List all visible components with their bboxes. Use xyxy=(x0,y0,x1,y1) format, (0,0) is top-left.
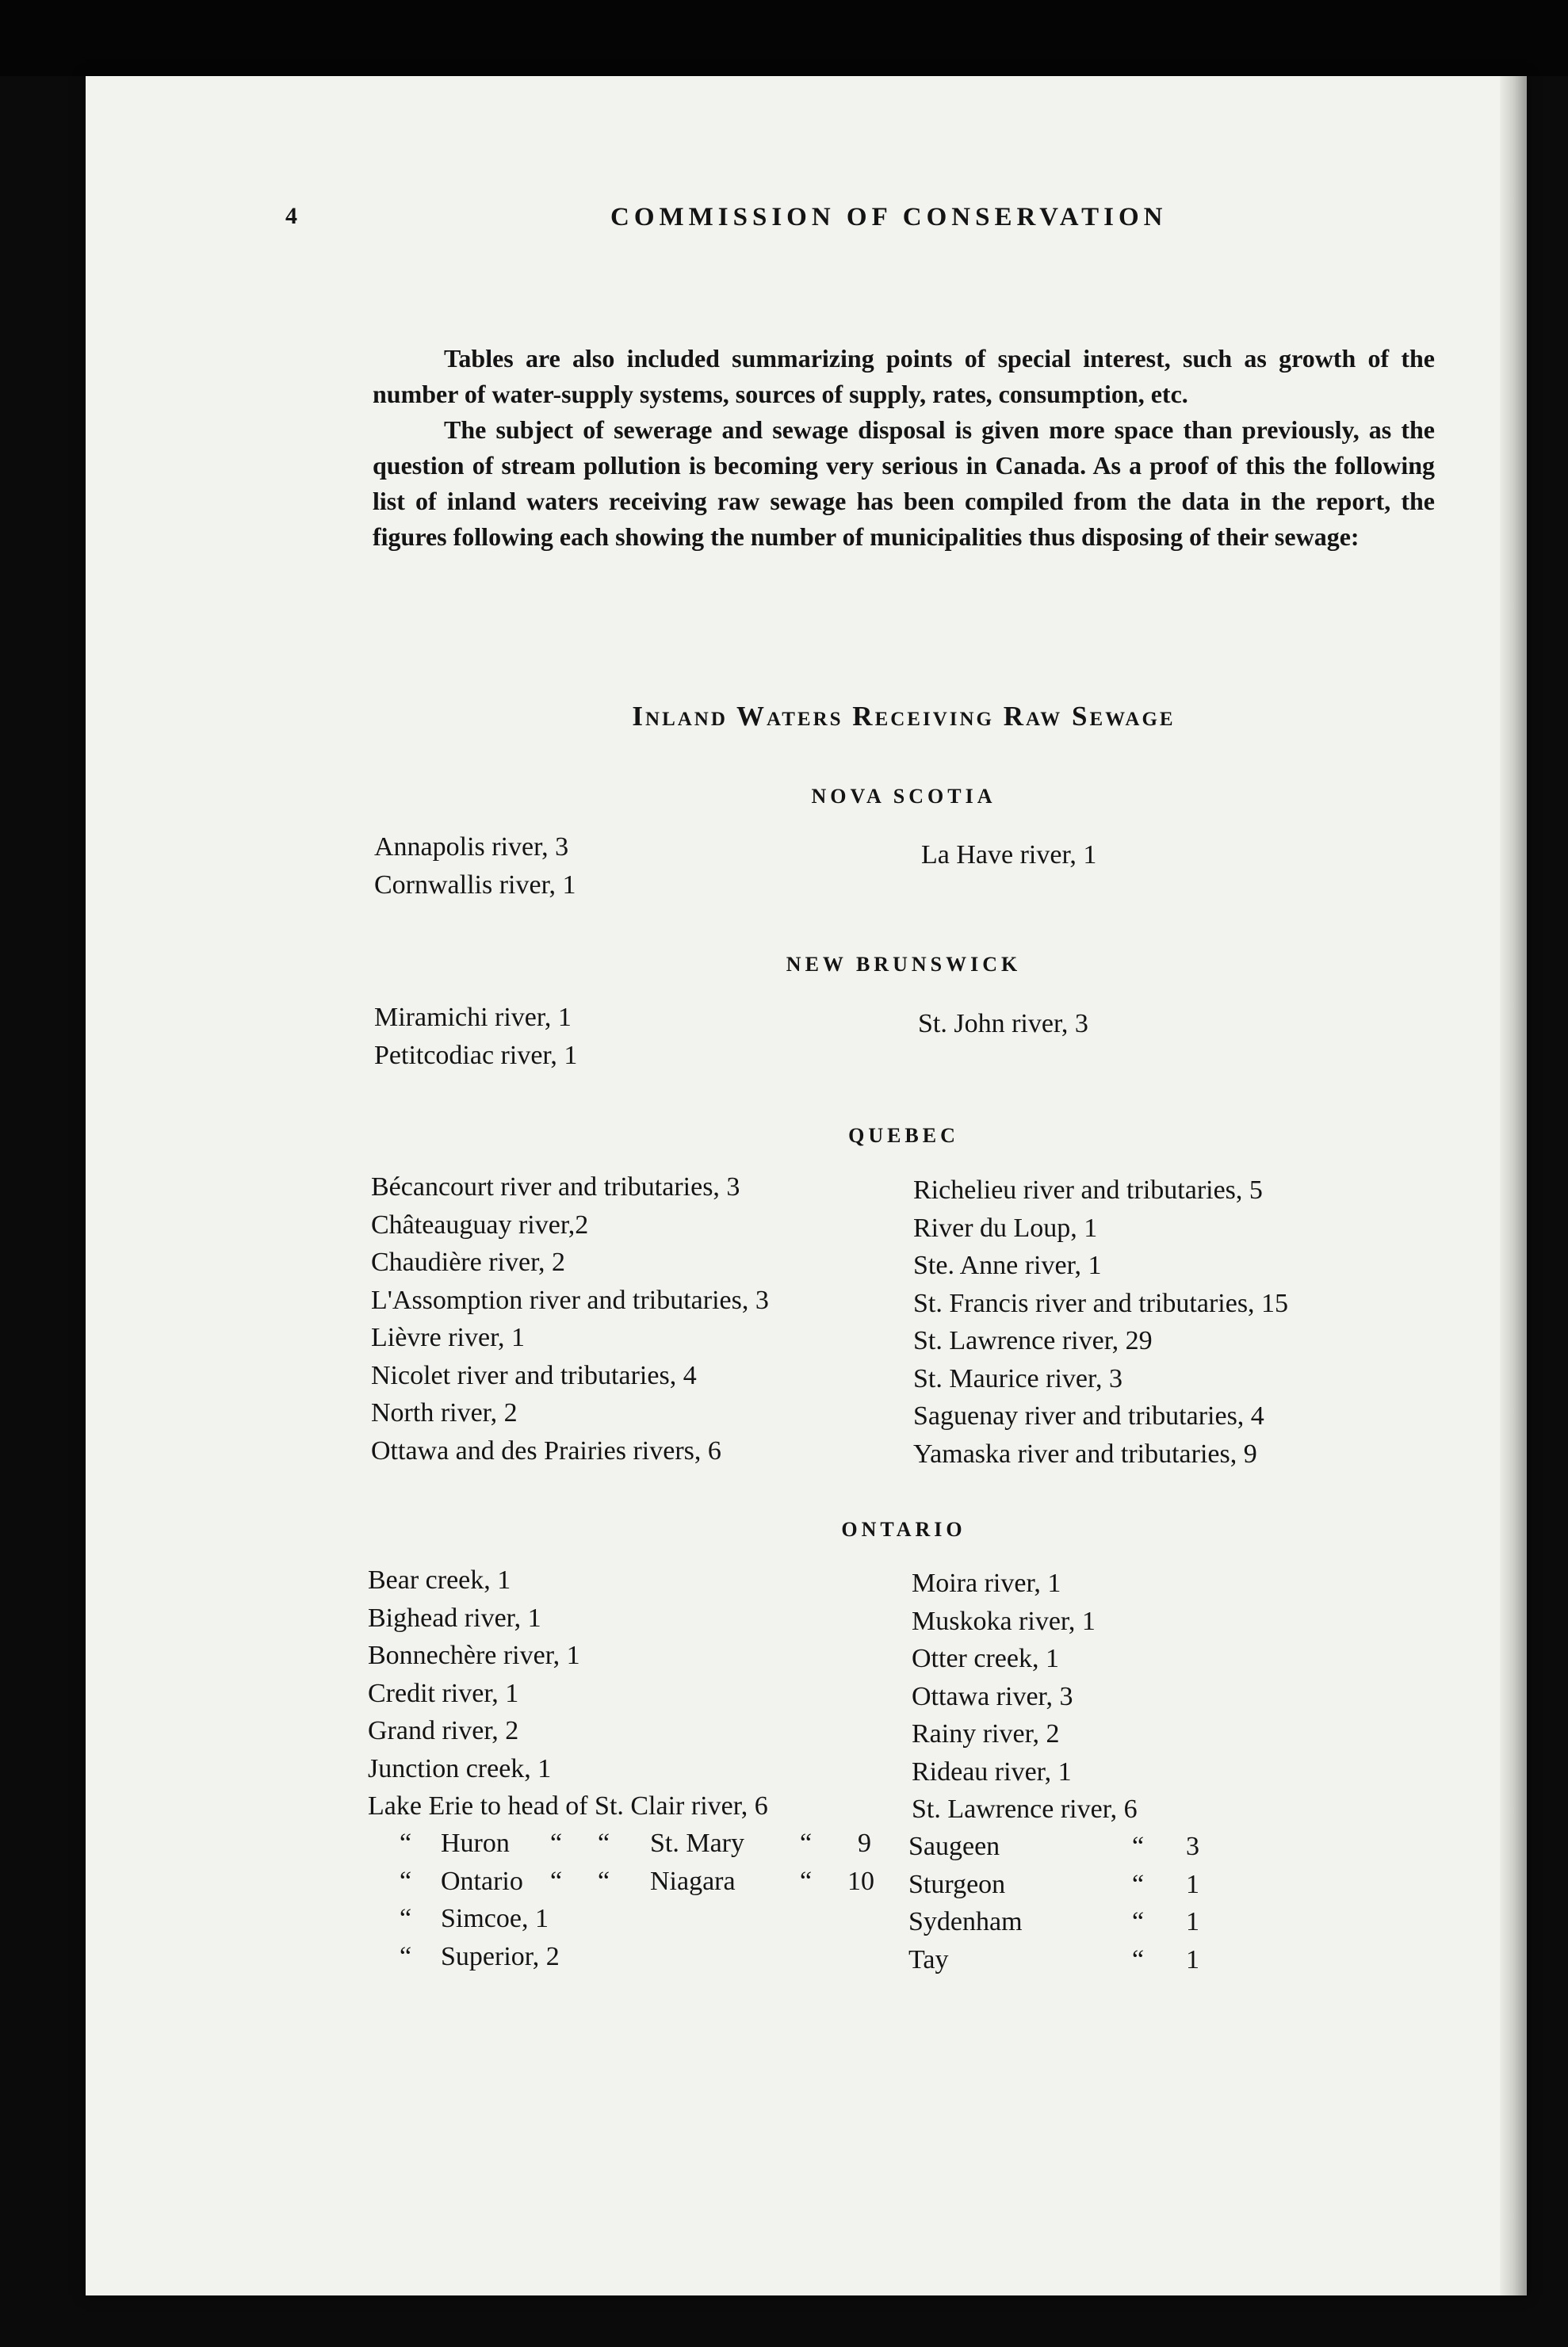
list-item: St. Lawrence river, 6 xyxy=(912,1795,1138,1824)
lake-name: Superior, 2 xyxy=(441,1941,560,1971)
province-heading-ontario: ONTARIO xyxy=(841,1518,966,1541)
list-item: Chaudière river, 2 xyxy=(371,1248,566,1277)
count: 10 xyxy=(847,1866,874,1896)
ditto-mark: “ xyxy=(400,1904,412,1933)
river-name: Niagara xyxy=(650,1866,736,1896)
list-item: Richelieu river and tributaries, 5 xyxy=(913,1175,1263,1205)
ditto-mark: “ xyxy=(1132,1869,1145,1899)
list-item xyxy=(908,1903,1241,1941)
list-item: North river, 2 xyxy=(371,1398,518,1428)
count: 1 xyxy=(1186,1869,1199,1899)
list-item: Cornwallis river, 1 xyxy=(374,870,576,900)
list-item: Muskoka river, 1 xyxy=(912,1606,1096,1636)
ditto-mark: “ xyxy=(1132,1907,1145,1936)
list-item: Ottawa river, 3 xyxy=(912,1681,1073,1711)
lake-name: Ontario xyxy=(441,1866,523,1896)
ontario-lakes-ditto-list xyxy=(368,1825,907,1975)
ontario-right-ditto-list xyxy=(908,1828,1241,1978)
list-item: Ottawa and des Prairies rivers, 6 xyxy=(371,1435,721,1466)
list-item: Lièvre river, 1 xyxy=(371,1323,526,1352)
list-item: Saguenay river and tributaries, 4 xyxy=(913,1401,1264,1431)
ditto-mark: “ xyxy=(550,1829,563,1858)
intro-paragraph-2: The subject of sewerage and sewage disposal is given more space than previously, as the question of stream pollution is becoming very serious in Canada. As a proof of this the following list of inland waters receiving raw sewage has been compiled from the data in the report, the figures following each showing the number of municipalities thus disposing of their sewage: xyxy=(373,415,1435,551)
list-item: Junction creek, 1 xyxy=(368,1753,552,1783)
new-brunswick-right-column xyxy=(918,1005,1088,1043)
list-item xyxy=(368,1863,907,1901)
list-item: Credit river, 1 xyxy=(368,1678,519,1708)
list-item: Châteauguay river,2 xyxy=(371,1210,589,1240)
list-item xyxy=(368,1825,907,1863)
river-name: St. Mary xyxy=(650,1829,744,1858)
page-header xyxy=(285,203,1316,239)
list-item: Bécancourt river and tributaries, 3 xyxy=(371,1172,740,1202)
river-name: Sydenham xyxy=(908,1907,1023,1936)
list-item: Grand river, 2 xyxy=(368,1716,519,1745)
ditto-mark: “ xyxy=(1132,1832,1145,1861)
list-item: Rainy river, 2 xyxy=(912,1719,1060,1749)
nova-scotia-left-column xyxy=(374,828,576,904)
list-item xyxy=(908,1828,1241,1866)
quebec-right-column xyxy=(913,1172,1288,1473)
list-item: Rideau river, 1 xyxy=(912,1756,1072,1787)
ontario-right-column xyxy=(912,1565,1138,1829)
list-item: St. John river, 3 xyxy=(918,1009,1088,1038)
ditto-mark: “ xyxy=(400,1866,412,1896)
count: 1 xyxy=(1186,1944,1199,1974)
list-item xyxy=(368,1900,907,1938)
ditto-mark: “ xyxy=(400,1829,412,1858)
ditto-mark: “ xyxy=(1132,1944,1145,1974)
province-heading-new-brunswick: NEW BRUNSWICK xyxy=(786,953,1022,976)
river-name: Tay xyxy=(908,1944,949,1974)
ditto-mark: “ xyxy=(800,1829,813,1858)
list-item: Miramichi river, 1 xyxy=(374,1003,572,1032)
river-name: Saugeen xyxy=(908,1832,1000,1861)
ditto-mark: “ xyxy=(800,1866,813,1896)
list-item: Petitcodiac river, 1 xyxy=(374,1040,578,1070)
scan-dark-band xyxy=(0,0,1568,76)
count: 1 xyxy=(1186,1907,1199,1936)
list-item: St. Francis river and tributaries, 15 xyxy=(913,1288,1289,1318)
list-item: St. Maurice river, 3 xyxy=(913,1363,1122,1393)
nova-scotia-right-column xyxy=(921,836,1096,874)
list-item: Otter creek, 1 xyxy=(912,1644,1059,1673)
page-number: 4 xyxy=(285,203,297,229)
list-item xyxy=(908,1941,1241,1979)
quebec-left-column xyxy=(371,1168,769,1470)
river-name: Sturgeon xyxy=(908,1869,1006,1899)
ditto-mark: “ xyxy=(598,1866,610,1896)
intro-paragraph-1: Tables are also included summarizing points of special interest, such as growth of the number of water-supply systems, sources of supply, rates, consumption, etc. xyxy=(373,344,1435,408)
intro-text xyxy=(373,341,1435,555)
list-item: Annapolis river, 3 xyxy=(374,832,569,862)
list-item: Moira river, 1 xyxy=(912,1569,1061,1598)
list-item: Lake Erie to head of St. Clair river, 6 xyxy=(368,1791,768,1821)
list-item: Bighead river, 1 xyxy=(368,1603,541,1633)
list-item xyxy=(368,1938,907,1976)
lake-name: Simcoe, 1 xyxy=(441,1904,549,1933)
list-item: La Have river, 1 xyxy=(921,840,1097,870)
page-edge-shadow xyxy=(1500,76,1527,2295)
list-item: River du Loup, 1 xyxy=(913,1213,1098,1243)
running-head: COMMISSION OF CONSERVATION xyxy=(610,203,1168,231)
list-item: L'Assomption river and tributaries, 3 xyxy=(371,1285,769,1315)
province-heading-nova-scotia: NOVA SCOTIA xyxy=(811,785,996,808)
lake-name: Huron xyxy=(441,1829,510,1858)
list-item: Yamaska river and tributaries, 9 xyxy=(913,1439,1257,1469)
count: 3 xyxy=(1186,1832,1199,1861)
new-brunswick-left-column xyxy=(374,999,577,1074)
ditto-mark: “ xyxy=(400,1941,412,1971)
list-item: Ste. Anne river, 1 xyxy=(913,1251,1102,1280)
table-title: Inland Waters Receiving Raw Sewage xyxy=(632,701,1176,732)
ontario-left-column xyxy=(368,1561,768,1825)
ditto-mark: “ xyxy=(550,1866,563,1896)
province-heading-quebec: QUEBEC xyxy=(848,1124,959,1147)
list-item: Bear creek, 1 xyxy=(368,1565,511,1595)
ditto-mark: “ xyxy=(598,1829,610,1858)
list-item: Nicolet river and tributaries, 4 xyxy=(371,1360,697,1390)
list-item xyxy=(908,1866,1241,1904)
count: 9 xyxy=(858,1829,871,1858)
list-item: Bonnechère river, 1 xyxy=(368,1641,580,1670)
list-item: St. Lawrence river, 29 xyxy=(913,1326,1153,1355)
